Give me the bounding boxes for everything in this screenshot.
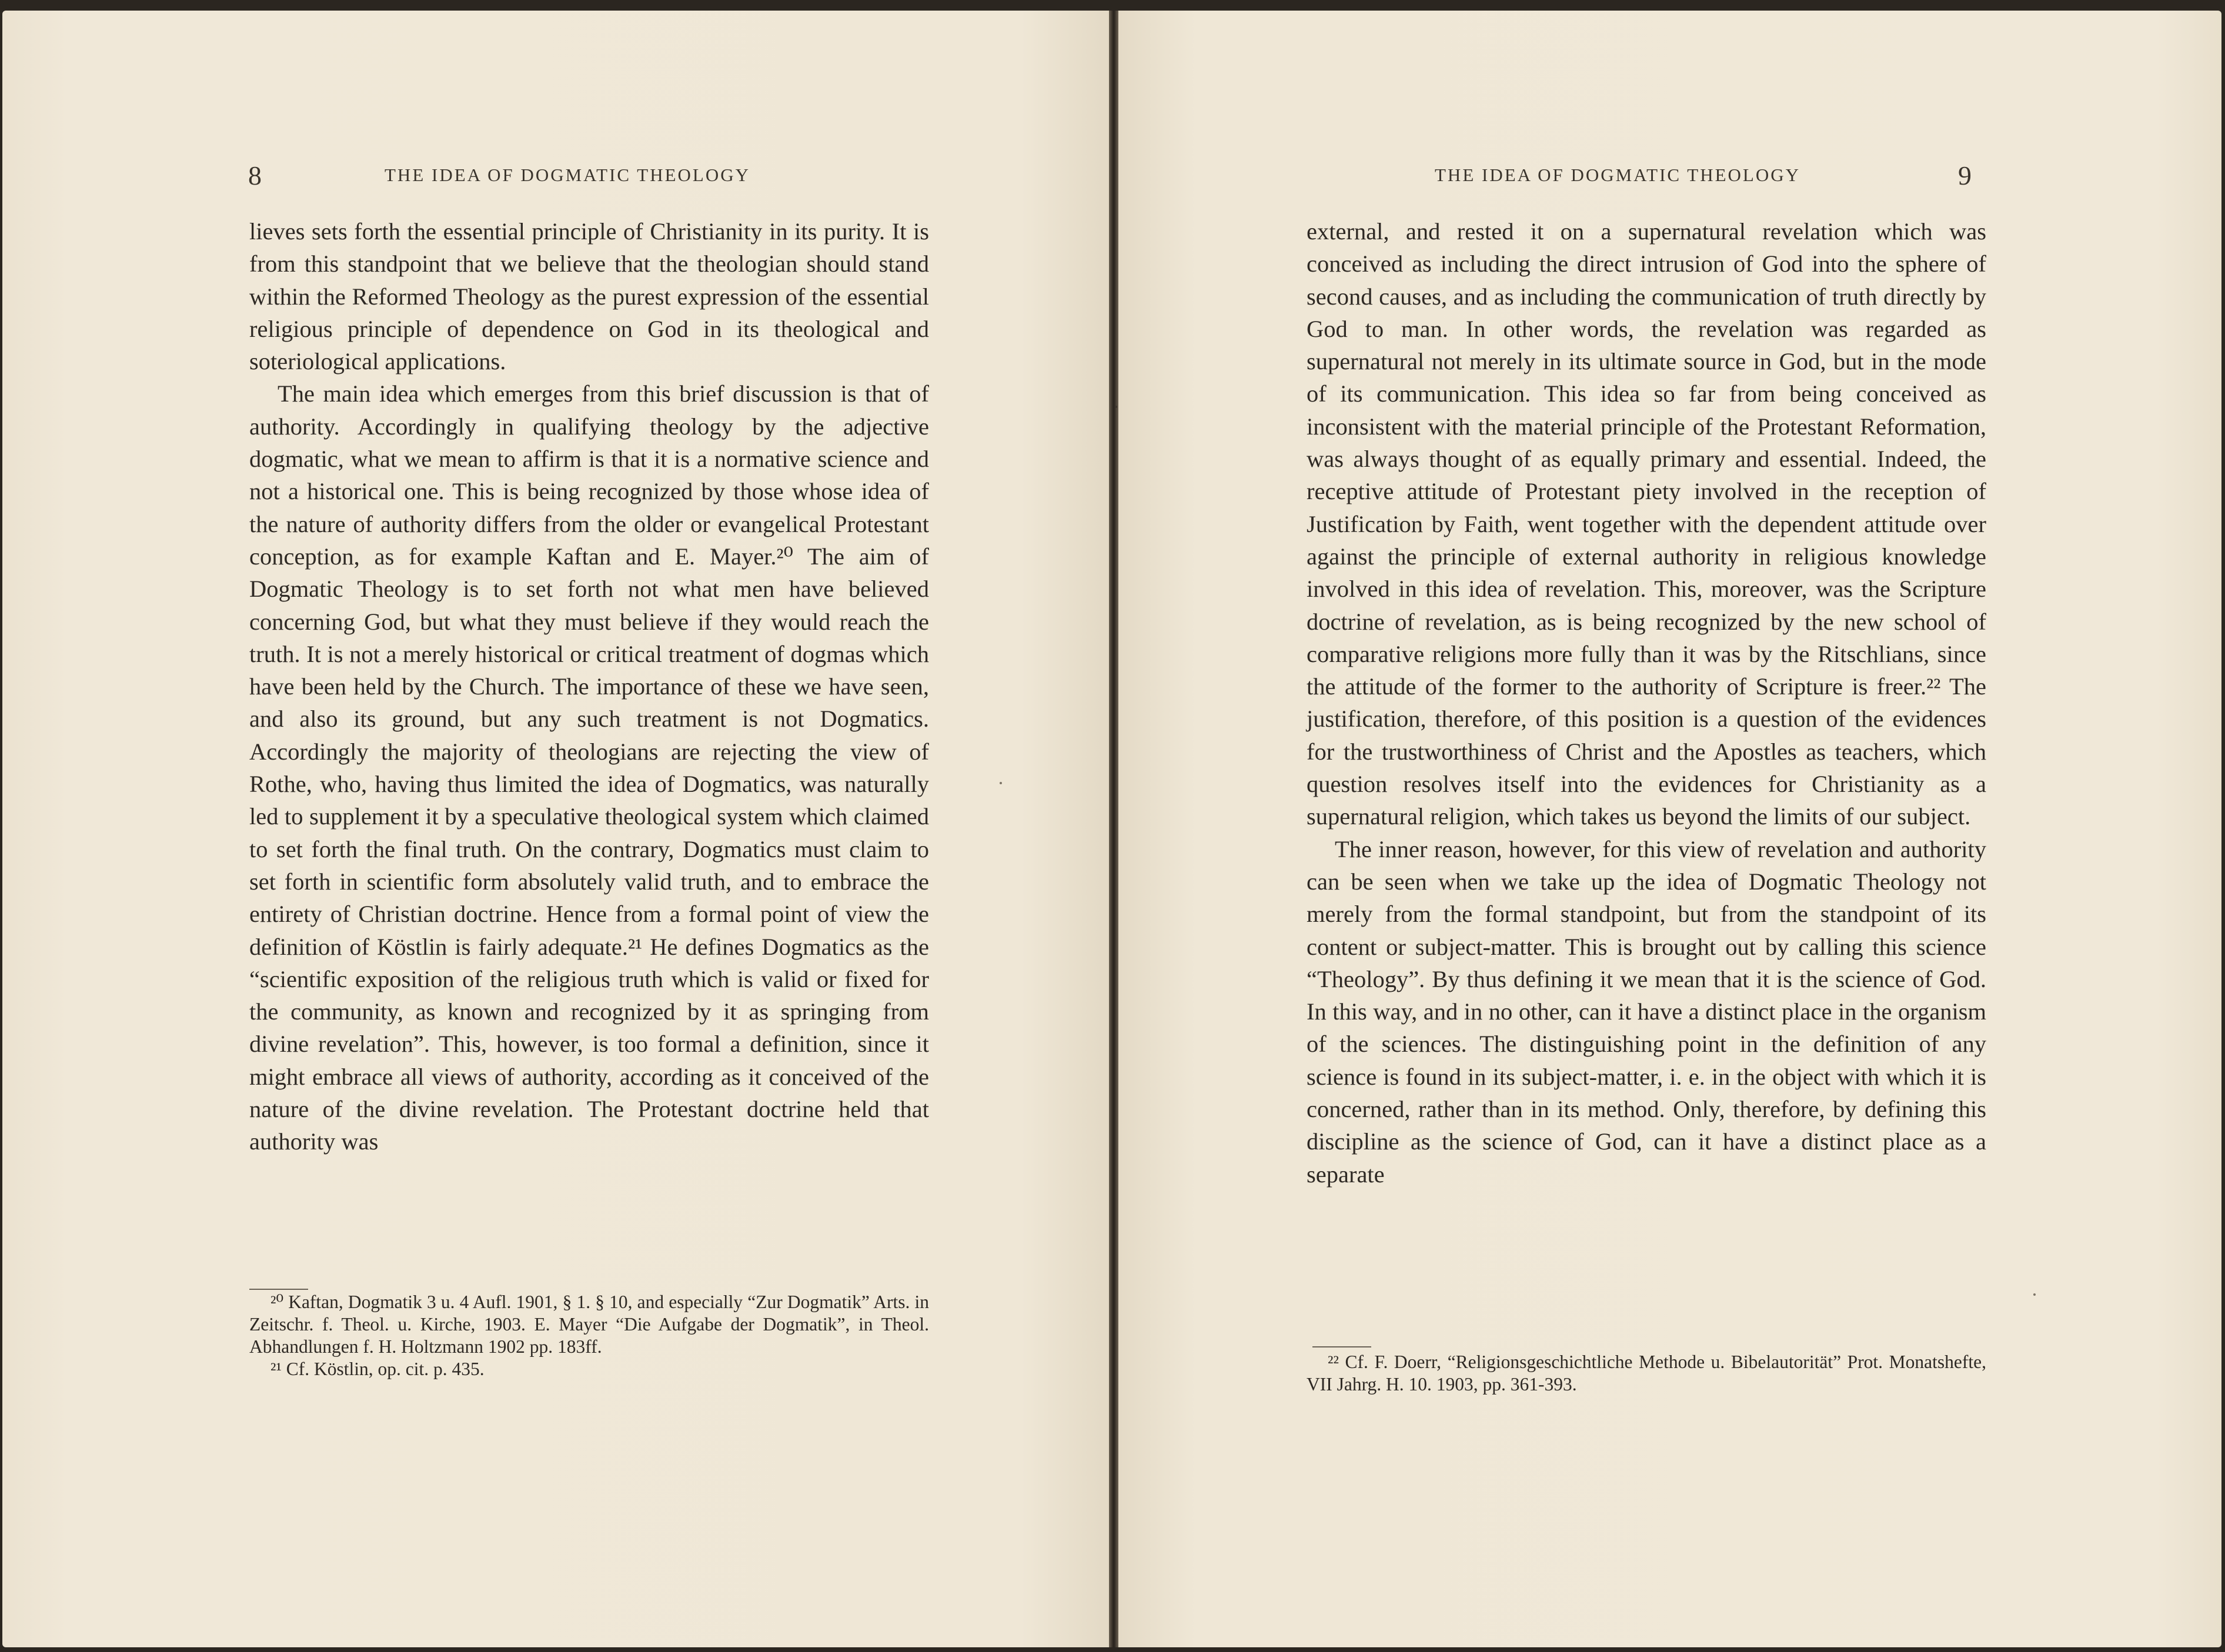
paragraph: lieves sets forth the essential principle of Christianity in its purity. It is from this standpoint that we believe that the theologian should stand within the Reformed Theology as the purest expression of the essential religious principle of dependence on God in its theological and soteriological applications. bbox=[249, 218, 929, 375]
book-gutter bbox=[1109, 11, 1118, 1647]
footnote: ²⁰ Kaftan, Dogmatik 3 u. 4 Aufl. 1901, § 1. § 10, and especially “Zur Dogmatik” Arts. in Zeitschr. f. Theol. u. Kirche, 1903. E. Mayer “Die Aufgabe der Dogmatik”, in Theol. Abhandlungen f. H. Holtzmann 1902 pp. 183ff. bbox=[249, 1292, 929, 1357]
footnotes bbox=[249, 1291, 929, 1380]
left-page bbox=[2, 11, 1109, 1647]
right-page bbox=[1118, 11, 2221, 1647]
footnote-rule bbox=[249, 1289, 308, 1290]
footnotes bbox=[1307, 1351, 1986, 1396]
footnote: ²² Cf. F. Doerr, “Religionsgeschichtliche Methode u. Bibelautorität” Prot. Monatshefte, VII Jahrg. H. 10. 1903, pp. 361-393. bbox=[1307, 1352, 1986, 1394]
paragraph: external, and rested it on a supernatural revelation which was conceived as including the direct intrusion of God into the sphere of second causes, and as including the communication of truth directly by God to man. In other words, the revelation was regarded as supernatural not merely in its ultimate source in God, but in the mode of its communication. This idea so far from being conceived as inconsistent with the material principle of the Protestant Reformation, was always thought of as equally primary and essential. Indeed, the receptive attitude of Protestant piety involved in the reception of Justification by Faith, went together with the dependent attitude over against the principle of external authority in religious knowledge involved in this idea of revelation. This, moreover, was the Scripture doctrine of revelation, as is being recognized by the new school of comparative religions more fully than it was by the Ritschlians, since the attitude of the former to the authority of Scripture is freer.²² The justification, therefore, of this position is a question of the evidences for the trustworthiness of Christ and the Apostles as teachers, which question resolves itself into the evidences for Christianity as a supernatural religion, which takes us beyond the limits of our subject. bbox=[1307, 218, 1986, 830]
running-head: THE IDEA OF DOGMATIC THEOLOGY bbox=[1435, 165, 1801, 185]
paragraph: The main idea which emerges from this brief discussion is that of authority. Accordingly in qualifying theology by the adjective dogmatic, what we mean to affirm is that it is a normative science and not a historical one. This is being recognized by those whose idea of the nature of authority differs from the older or evangelical Protestant conception, as for example Kaftan and E. Mayer.²⁰ The aim of Dogmatic Theology is to set forth not what men have believed concerning God, but what they must believe if they would reach the truth. It is not a merely historical or critical treatment of dogmas which have been held by the Church. The importance of these we have seen, and also its ground, but any such treatment is not Dogmatics. Accordingly the majority of theologians are rejecting the view of Rothe, who, having thus limited the idea of Dogmatics, was naturally led to supplement it by a speculative theological system which claimed to set forth the final truth. On the contrary, Dogmatics must claim to set forth in scientific form absolutely valid truth, and to embrace the entirety of Christian doctrine. Hence from a formal point of view the definition of Köstlin is fairly adequate.²¹ He defines Dogmatics as the “scientific exposition of the religious truth which is valid or fixed for the community, as known and recognized by it as springing from divine revelation”. This, however, is too formal a definition, since it might embrace all views of authority, according as it conceived of the nature of the divine revelation. The Protestant doctrine held that authority was bbox=[249, 380, 929, 1155]
running-head: THE IDEA OF DOGMATIC THEOLOGY bbox=[385, 165, 751, 185]
page-number: 9 bbox=[1958, 160, 1972, 190]
page-number: 8 bbox=[248, 160, 262, 190]
footnote: ²¹ Cf. Köstlin, op. cit. p. 435. bbox=[270, 1359, 485, 1379]
paragraph: The inner reason, however, for this view of revelation and authority can be seen when we take up the idea of Dogmatic Theology not merely from the formal standpoint, but from the standpoint of its content or subject-matter. This is brought out by calling this science “Theology”. By thus defining it we mean that it is the science of God. In this way, and in no other, can it have a distinct place in the organism of the sciences. The distinguishing point in the definition of any science is found in its subject-matter, i. e. in the object with which it is concerned, rather than in its method. Only, therefore, by defining this discipline as the science of God, can it have a distinct place as a separate bbox=[1307, 835, 1986, 1188]
body-text bbox=[249, 215, 929, 1158]
footnote-rule bbox=[1312, 1346, 1371, 1347]
body-text bbox=[1307, 215, 1986, 1190]
